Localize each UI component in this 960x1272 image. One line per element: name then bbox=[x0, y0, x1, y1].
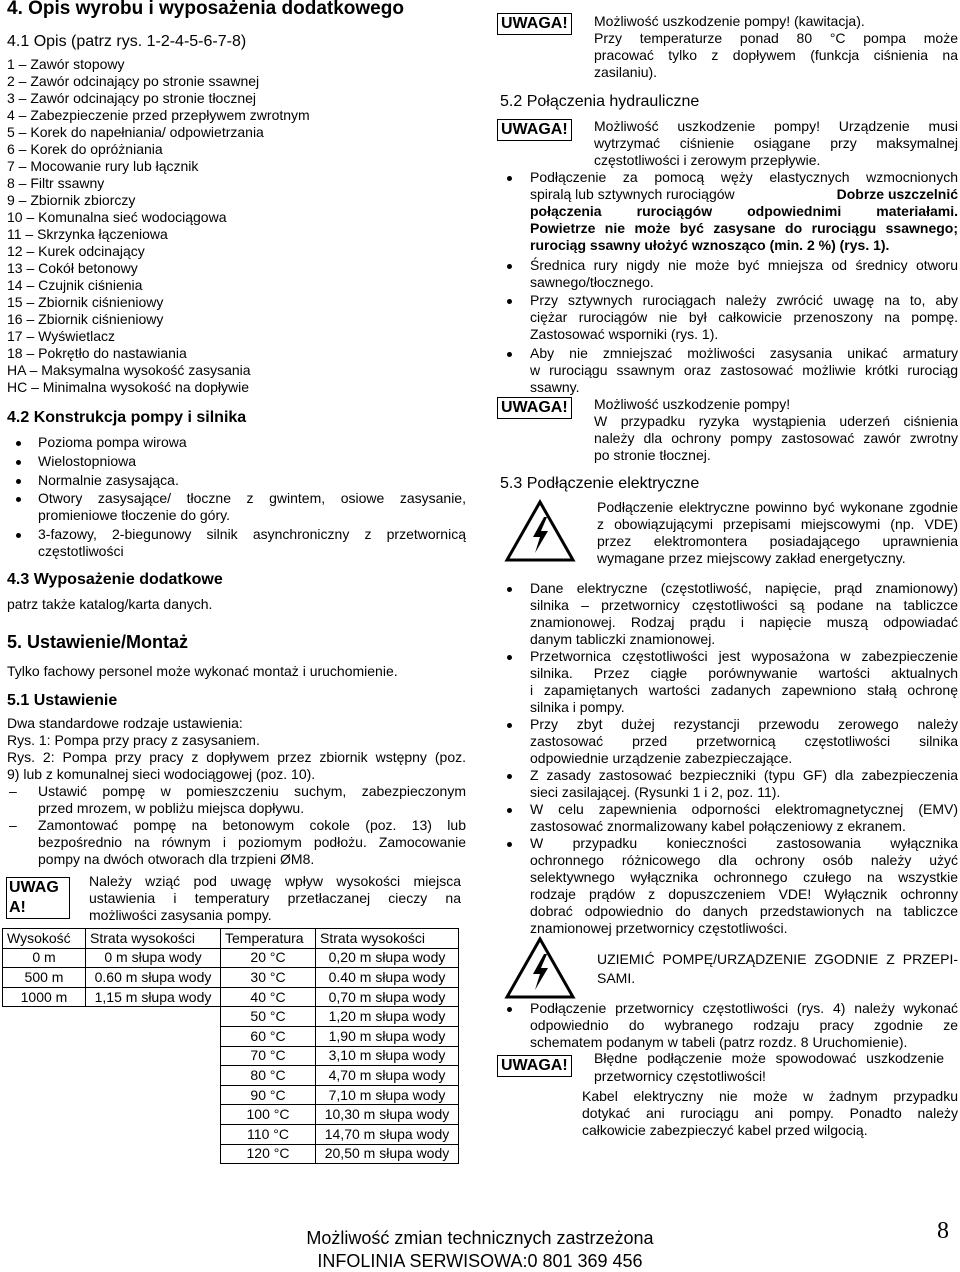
list-item: Otwory zasysające/ tłoczne z gwintem, osiowe zasysanie, bbox=[38, 490, 466, 506]
table-cell: 0 m słupa wody bbox=[86, 948, 221, 968]
bullet-icon bbox=[507, 176, 512, 181]
list-item: 4 – Zabezpieczenie przed przepływem zwrotnym bbox=[7, 107, 310, 123]
table-header: Wysokość bbox=[3, 929, 86, 949]
list-item: 7 – Mocowanie rury lub łącznik bbox=[7, 158, 199, 174]
text-span: spiralą lub sztywnych rurociągów bbox=[530, 186, 735, 202]
list-item: Normalnie zasysająca. bbox=[38, 472, 179, 488]
text-span: Dobrze uszczelnić bbox=[836, 186, 958, 202]
table-cell: 30 °C bbox=[221, 968, 316, 988]
list-item: 2 – Zawór odcinający po stronie ssawnej bbox=[7, 73, 260, 89]
bullet-icon bbox=[16, 497, 21, 502]
list-item: 12 – Kurek odcinający bbox=[7, 243, 145, 259]
table-cell: 110 °C bbox=[221, 1124, 316, 1144]
list-item: 1 – Zawór stopowy bbox=[7, 56, 125, 72]
table-cell bbox=[3, 1105, 86, 1125]
list-item: 15 – Zbiornik ciśnieniowy bbox=[7, 294, 164, 310]
page-title: 4. Opis wyrobu i wyposażenia dodatkowego bbox=[7, 0, 404, 19]
table-cell bbox=[86, 1105, 221, 1125]
list-item: Aby nie zmniejszać możliwości zasysania unikać armatury bbox=[530, 345, 958, 361]
table-cell: 100 °C bbox=[221, 1105, 316, 1125]
table-header: Strata wysokości bbox=[316, 929, 459, 949]
table-cell: 0 m bbox=[3, 948, 86, 968]
table-cell bbox=[86, 1085, 221, 1105]
list-item: 11 – Skrzynka łączeniowa bbox=[7, 226, 168, 242]
list-item: sieci zasilającej. (Rysunki 1 i 2, poz. 11). bbox=[530, 784, 781, 800]
section-4-3-title: 4.3 Wyposażenie dodatkowe bbox=[7, 571, 223, 588]
list-item: w rurociągu ssawnym oraz zastosować możliwie krótki rurociąg bbox=[530, 362, 958, 378]
table-cell bbox=[3, 1066, 86, 1086]
list-item: Zamontować pompę na betonowym cokole (poz. 13) lub bbox=[38, 817, 466, 833]
list-item: 9 – Zbiornik zbiorczy bbox=[7, 192, 136, 208]
table-cell: 500 m bbox=[3, 968, 86, 988]
electrical-text: wymagane przez miejscowy zakład energetyczny. bbox=[597, 550, 906, 566]
list-item: 16 – Zbiornik ciśnieniowy bbox=[7, 311, 164, 327]
table-header-row bbox=[3, 929, 459, 949]
warning-text: W przypadku ryzyka wystąpienia uderzeń ciśnienia bbox=[594, 413, 958, 429]
warning-text: Możliwość uszkodzenie pompy! (kawitacja). bbox=[594, 13, 865, 29]
table-row bbox=[3, 987, 459, 1007]
warning-text: Możliwość uszkodzenie pompy! bbox=[594, 396, 791, 412]
list-item: 18 – Pokrętło do nastawiania bbox=[7, 345, 187, 361]
list-item: 3-fazowy, 2-biegunowy silnik asynchroniczny z przetwornicą bbox=[38, 526, 466, 542]
list-item: W celu zapewnienia odporności elektromagnetycznej (EMV) bbox=[530, 801, 958, 817]
bullet-icon bbox=[507, 264, 512, 269]
warning-text: ustawienia i temperatury przetłaczanej cieczy na bbox=[89, 890, 461, 906]
list-item: ssawny. bbox=[530, 379, 580, 395]
altitude-temperature-table bbox=[2, 928, 459, 1164]
list-item: 13 – Cokół betonowy bbox=[7, 260, 138, 276]
table-row bbox=[3, 1144, 459, 1164]
list-item: Przy zbyt dużej rezystancji przewodu zerowego należy bbox=[530, 716, 958, 732]
list-item: Przy sztywnych rurociągach należy zwrócić uwagę na to, aby bbox=[530, 292, 958, 308]
section-5-2-title: 5.2 Połączenia hydrauliczne bbox=[500, 93, 700, 110]
table-row bbox=[3, 1105, 459, 1125]
table-cell: 20 °C bbox=[221, 948, 316, 968]
table-row bbox=[3, 1124, 459, 1144]
high-voltage-warning-icon bbox=[504, 499, 576, 563]
bullet-icon bbox=[16, 533, 21, 538]
section-5-1-title: 5.1 Ustawienie bbox=[7, 692, 118, 709]
table-cell bbox=[3, 1085, 86, 1105]
list-item: 5 – Korek do napełniania/ odpowietrzania bbox=[7, 124, 264, 140]
setup-line: 9) lub z komunalnej sieci wodociągowej (poz. 10). bbox=[7, 766, 316, 782]
table-cell bbox=[3, 1046, 86, 1066]
dash-icon: – bbox=[9, 817, 17, 833]
list-item: Dane elektryczne (częstotliwość, napięcie, prąd znamionowy) bbox=[530, 580, 958, 596]
table-cell: 1,90 m słupa wody bbox=[316, 1026, 459, 1046]
list-item: częstotliwości bbox=[38, 543, 124, 559]
warning-text: pracować tylko z dopływem (funkcja ciśnienia na bbox=[594, 47, 958, 63]
warning-text: Należy wziąć pod uwagę wpływ wysokości miejsca bbox=[89, 873, 461, 889]
warning-label: UWAG bbox=[9, 879, 59, 896]
list-item: Średnica rury nigdy nie może być mniejsza od średnicy otworu bbox=[530, 257, 958, 273]
bullet-icon bbox=[16, 479, 21, 484]
list-item: sawnego/tłocznego. bbox=[530, 274, 654, 290]
list-item: odpowiednio do wybranego rodzaju pracy zgodnie ze bbox=[530, 1017, 958, 1033]
warning-text: przetwornicy częstotliwości! bbox=[594, 1068, 766, 1084]
bullet-icon bbox=[507, 655, 512, 660]
list-item: pompy na dwóch otworach dla trzpieni ØM8. bbox=[38, 851, 315, 867]
list-item: selektywnego wyłącznika ochronnego czułego na wszystkie bbox=[530, 869, 958, 885]
table-row bbox=[3, 1085, 459, 1105]
list-item: połączenia rurociągów odpowiednimi materiałami. bbox=[530, 203, 958, 219]
warning-text: Kabel elektryczny nie może w żadnym przypadku bbox=[582, 1088, 958, 1104]
table-cell: 90 °C bbox=[221, 1085, 316, 1105]
section-4-1-title: 4.1 Opis (patrz rys. 1-2-4-5-6-7-8) bbox=[7, 33, 247, 50]
table-cell bbox=[86, 1144, 221, 1164]
electrical-text: z obowiązującymi przepisami miejscowymi (np. VDE) bbox=[597, 516, 958, 532]
table-cell bbox=[86, 1007, 221, 1027]
warning-text: możliwości zasysania pompy. bbox=[89, 907, 272, 923]
list-item: Z zasady zastosować bezpieczniki (typu GF) dla zabezpieczenia bbox=[530, 767, 958, 783]
table-cell: 50 °C bbox=[221, 1007, 316, 1027]
warning-text: dotykać ani rurociągu ani pompy. Ponadto należy bbox=[582, 1105, 958, 1121]
table-cell: 1000 m bbox=[3, 987, 86, 1007]
list-item: znamionowej przetwornicy częstotliwości. bbox=[530, 920, 788, 936]
bullet-icon bbox=[507, 352, 512, 357]
warning-text: Błędne podłączenie może spowodować uszkodzenie bbox=[594, 1050, 944, 1066]
list-item: 10 – Komunalna sieć wodociągowa bbox=[7, 209, 227, 225]
warning-text: należy dla ochrony pompy zastosować zawór zwrotny bbox=[594, 430, 958, 446]
table-cell: 14,70 m słupa wody bbox=[316, 1124, 459, 1144]
table-header: Strata wysokości bbox=[86, 929, 221, 949]
bullet-icon bbox=[507, 1007, 512, 1012]
table-cell bbox=[86, 1124, 221, 1144]
list-item: dobrać odpowiednio do danych przedstawionych na tabliczce bbox=[530, 903, 958, 919]
table-row bbox=[3, 1007, 459, 1027]
table-cell: 70 °C bbox=[221, 1046, 316, 1066]
grounding-notice: UZIEMIĆ POMPĘ/URZĄDZENIE ZGODNIE Z PRZEPI- bbox=[597, 951, 958, 967]
list-item: zastosować znormalizowany kabel połączeniowy z ekranem. bbox=[530, 818, 906, 834]
warning-text: częstotliwości i zerowym przepływie. bbox=[594, 152, 821, 168]
table-cell: 80 °C bbox=[221, 1066, 316, 1086]
table-cell bbox=[86, 1026, 221, 1046]
table-header: Temperatura bbox=[221, 929, 316, 949]
table-row bbox=[3, 1066, 459, 1086]
table-cell: 0.60 m słupa wody bbox=[86, 968, 221, 988]
warning-badge: UWAGA! bbox=[497, 1055, 572, 1077]
table-cell: 60 °C bbox=[221, 1026, 316, 1046]
setup-line: Dwa standardowe rodzaje ustawienia: bbox=[7, 715, 243, 731]
table-cell: 4,70 m słupa wody bbox=[316, 1066, 459, 1086]
list-item: ochronnego różnicowego dla ochrony osób należy użyć bbox=[530, 852, 958, 868]
grounding-notice: SAMI. bbox=[597, 970, 636, 986]
list-item: W przypadku konieczności zastosowania wyłącznika bbox=[530, 835, 958, 851]
list-item: 14 – Czujnik ciśnienia bbox=[7, 277, 143, 293]
table-cell: 1,20 m słupa wody bbox=[316, 1007, 459, 1027]
table-cell bbox=[3, 1144, 86, 1164]
table-row bbox=[3, 968, 459, 988]
table-cell: 0,70 m słupa wody bbox=[316, 987, 459, 1007]
list-item: Podłączenie za pomocą węży elastycznych wzmocnionych bbox=[530, 169, 958, 185]
list-item: HA – Maksymalna wysokość zasysania bbox=[7, 362, 251, 378]
list-item: Ustawić pompę w pomieszczeniu suchym, zabezpieczonym bbox=[38, 783, 466, 799]
warning-badge: UWAGA! bbox=[497, 397, 572, 419]
list-item: znamionowej. Rodzaj prądu i napięcie muszą odpowiadać bbox=[530, 614, 958, 630]
list-item: rodzaje prądów z dopuszczeniem VDE! Wyłącznik ochronny bbox=[530, 886, 958, 902]
electrical-text: przez elektromontera posiadającego uprawnienia bbox=[597, 533, 958, 549]
table-cell: 40 °C bbox=[221, 987, 316, 1007]
bullet-icon bbox=[507, 842, 512, 847]
table-cell bbox=[3, 1124, 86, 1144]
list-item: silnika. Przez ciągłe porównywanie wartości aktualnych bbox=[530, 665, 958, 681]
section-4-3-text: patrz także katalog/karta danych. bbox=[7, 596, 213, 612]
list-item: ciężar rurociągów nie był całkowicie przenoszony na pompę. bbox=[530, 309, 958, 325]
dash-icon: – bbox=[9, 783, 17, 799]
table-cell: 120 °C bbox=[221, 1144, 316, 1164]
section-4-2-title: 4.2 Konstrukcja pompy i silnika bbox=[7, 409, 247, 426]
warning-text: Przy temperaturze ponad 80 °C pompa może bbox=[594, 30, 958, 46]
bullet-icon bbox=[507, 723, 512, 728]
warning-badge: UWAGA! bbox=[497, 13, 572, 35]
bullet-icon bbox=[507, 587, 512, 592]
list-item: Pozioma pompa wirowa bbox=[38, 434, 187, 450]
warning-badge: UWAGA! bbox=[497, 119, 572, 141]
list-item: odpowiednie urządzenie zabezpieczające. bbox=[530, 750, 793, 766]
list-item: silnika – przetwornicy częstotliwości są podane na tabliczce bbox=[530, 597, 958, 613]
section-5-text: Tylko fachowy personel może wykonać montaż i uruchomienie. bbox=[7, 663, 398, 679]
list-item: Przetwornica częstotliwości jest wyposażona w zabezpieczenie bbox=[530, 648, 958, 664]
list-item: danym tabliczki znamionowej. bbox=[530, 631, 716, 647]
table-cell bbox=[86, 1046, 221, 1066]
high-voltage-warning-icon bbox=[504, 936, 576, 1000]
setup-line: Rys. 1: Pompa przy pracy z zasysaniem. bbox=[7, 732, 260, 748]
table-cell bbox=[86, 1066, 221, 1086]
table-cell: 1,15 m słupa wody bbox=[86, 987, 221, 1007]
warning-text: po stronie tłocznej. bbox=[594, 447, 711, 463]
list-item: Wielostopniowa bbox=[38, 453, 137, 469]
warning-badge bbox=[6, 877, 70, 919]
warning-text: wytrzymać ciśnienie osiągane przy maksymalnej bbox=[594, 135, 958, 151]
bullet-icon bbox=[507, 299, 512, 304]
list-item: i zapamiętanych wartości zadanych zapewniono stałą ochronę bbox=[530, 682, 958, 698]
table-cell: 0.40 m słupa wody bbox=[316, 968, 459, 988]
footer-notice: Możliwość zmian technicznych zastrzeżona bbox=[306, 1228, 654, 1248]
list-item: promieniowe tłoczenie do góry. bbox=[38, 507, 230, 523]
table-cell: 7,10 m słupa wody bbox=[316, 1085, 459, 1105]
list-item: Zastosować wsporniki (rys. 1). bbox=[530, 326, 719, 342]
warning-label: A! bbox=[9, 899, 26, 916]
list-item: HC – Minimalna wysokość na dopływie bbox=[7, 379, 249, 395]
list-item: rurociąg ssawny ułożyć wznosząco (min. 2 %) (rys. 1). bbox=[530, 237, 890, 253]
list-item: schematem podanym w tabeli (patrz rozdz. 8 Uruchomienie). bbox=[530, 1034, 908, 1050]
warning-text: Możliwość uszkodzenie pompy! Urządzenie musi bbox=[594, 118, 958, 134]
list-item: silnika i pompy. bbox=[530, 699, 625, 715]
table-row bbox=[3, 948, 459, 968]
section-5-3-title: 5.3 Podłączenie elektryczne bbox=[500, 475, 700, 492]
section-5-title: 5. Ustawienie/Montaż bbox=[7, 632, 189, 652]
list-item: Podłączenie przetwornicy częstotliwości (rys. 4) należy wykonać bbox=[530, 1000, 958, 1016]
list-item: 8 – Filtr ssawny bbox=[7, 175, 105, 191]
list-item: 3 – Zawór odcinający po stronie tłocznej bbox=[7, 90, 257, 106]
bullet-icon bbox=[16, 441, 21, 446]
table-cell: 3,10 m słupa wody bbox=[316, 1046, 459, 1066]
table-row bbox=[3, 1026, 459, 1046]
list-item: bezpośrednio na równym i poziomym podłożu. Zamocowanie bbox=[38, 834, 466, 850]
page-number: 8 bbox=[937, 1218, 949, 1244]
bullet-icon bbox=[507, 808, 512, 813]
table-cell bbox=[3, 1026, 86, 1046]
list-item: przed mrozem, w pobliżu miejsca dopływu. bbox=[38, 800, 305, 816]
list-item: 6 – Korek do opróżniania bbox=[7, 141, 163, 157]
table-cell: 10,30 m słupa wody bbox=[316, 1105, 459, 1125]
setup-line: Rys. 2: Pompa przy pracy z dopływem przez zbiornik wstępny (poz. bbox=[7, 749, 466, 765]
table-row bbox=[3, 1046, 459, 1066]
warning-text: zasilaniu). bbox=[594, 64, 658, 80]
list-item: 17 – Wyświetlacz bbox=[7, 328, 116, 344]
bullet-icon bbox=[16, 460, 21, 465]
list-item: zastosować przed przetwornicą częstotliwości silnika bbox=[530, 733, 958, 749]
table-cell bbox=[3, 1007, 86, 1027]
warning-text: całkowicie zabezpieczyć kabel przed wilgocią. bbox=[582, 1122, 868, 1138]
list-item bbox=[530, 186, 958, 203]
table-cell: 20,50 m słupa wody bbox=[316, 1144, 459, 1164]
electrical-text: Podłączenie elektryczne powinno być wykonane zgodnie bbox=[597, 499, 958, 515]
list-item: Powietrze nie może być zasysane do rurociągu ssawnego; bbox=[530, 220, 958, 236]
footer-hotline: INFOLINIA SERWISOWA:0 801 369 456 bbox=[317, 1251, 643, 1271]
bullet-icon bbox=[507, 774, 512, 779]
table-cell: 0,20 m słupa wody bbox=[316, 948, 459, 968]
